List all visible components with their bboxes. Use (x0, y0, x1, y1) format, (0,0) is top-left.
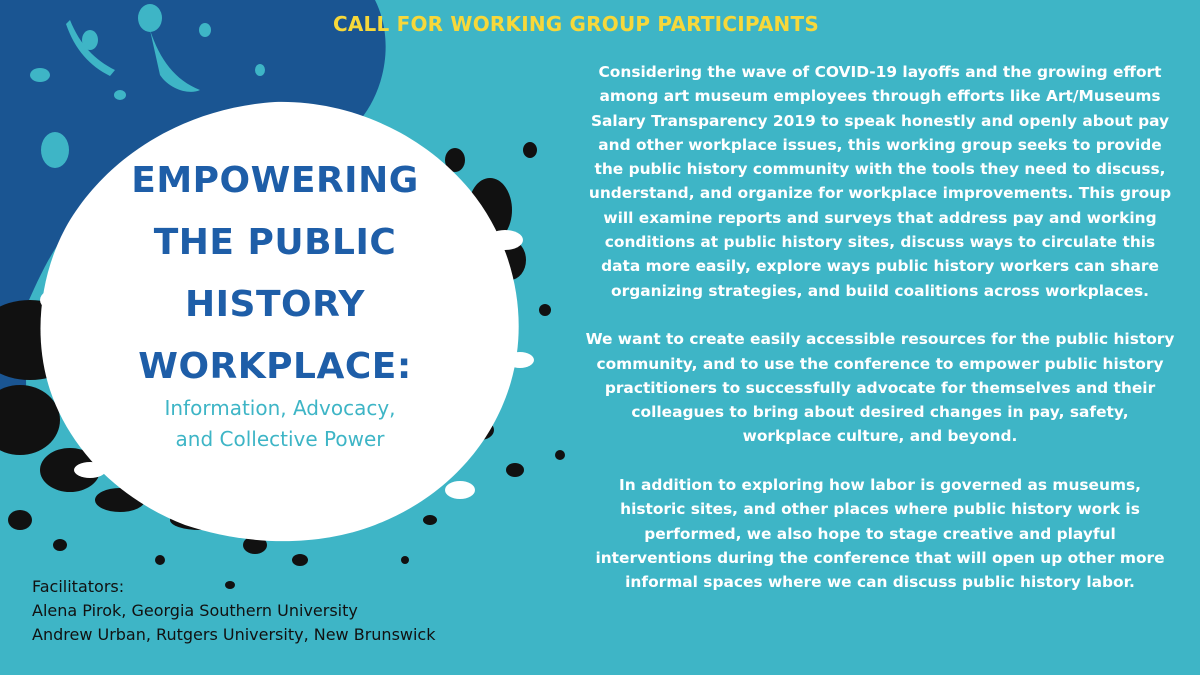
description (585, 60, 1175, 619)
subtitle-line: and Collective Power (175, 427, 385, 451)
facilitators-label: Facilitators: (32, 577, 125, 596)
description-paragraph: In addition to exploring how labor is governed as museums, historic sites, and other places where public history work is performed, we also hope to stage creative and playful interventions during the conference that will open up other more informal spaces where we can discuss public history labor. (595, 476, 1165, 592)
call-header: CALL FOR WORKING GROUP PARTICIPANTS (333, 12, 819, 36)
title-line: WORKPLACE: (138, 346, 412, 387)
title-line: EMPOWERING (131, 160, 419, 201)
event-subtitle (120, 393, 440, 455)
facilitator-name: Alena Pirok, Georgia Southern University (32, 601, 358, 620)
description-paragraph: We want to create easily accessible resources for the public history community, and to use the conference to empower public history practitioners to successfully advocate for themselves and their colleagues to bring about desired changes in pay, safety, workplace culture, and beyond. (585, 330, 1175, 446)
title-line: HISTORY (185, 284, 365, 325)
subtitle-line: Information, Advocacy, (164, 396, 396, 420)
description-paragraph: Considering the wave of COVID-19 layoffs and the growing effort among art museum employees through efforts like Art/Museums Salary Transparency 2019 to speak honestly and openly about pay and other workplace issues, this working group seeks to provide the public history community with the tools they need to discuss, understand, and organize for workplace improvements. This group will examine reports and surveys that address pay and working conditions at public history sites, discuss ways to circulate this data more easily, explore ways public history workers can share organizing strategies, and build coalitions across workplaces. (588, 63, 1172, 300)
facilitator-name: Andrew Urban, Rutgers University, New Brunswick (32, 625, 436, 644)
facilitators-block (32, 575, 512, 647)
title-line: THE PUBLIC (153, 222, 397, 263)
event-title (95, 150, 455, 398)
